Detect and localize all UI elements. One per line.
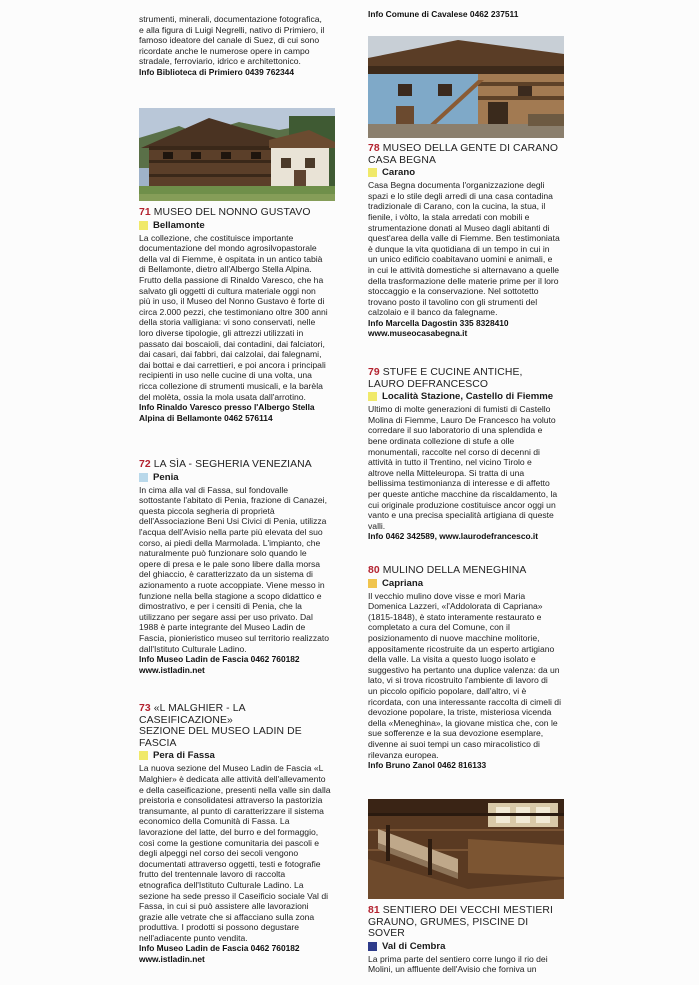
entry-title bbox=[139, 703, 335, 749]
entry-title bbox=[368, 143, 564, 166]
location-name: Località Stazione, Castello di Fiemme bbox=[382, 391, 554, 403]
text-line: sue sofferenze e la sua devozione esemplare, bbox=[368, 728, 544, 739]
text-line: di Bellamonte, dietro all'Albergo Stella Alpina. bbox=[139, 264, 312, 275]
text-line: produttiva. I prodotti si possono degustare bbox=[139, 922, 300, 933]
entry-title-line: MULINO DELLA MENEGHINA bbox=[382, 565, 527, 576]
text-line: degli alpeggi nel corso dei secoli vengono bbox=[139, 848, 299, 859]
text-line: La collezione, che costituisce importante bbox=[139, 232, 294, 243]
location-name: Penia bbox=[153, 471, 179, 483]
text-line: frutto del trentennale lavoro di raccolta bbox=[139, 869, 286, 880]
entry-number: 72 bbox=[139, 459, 151, 470]
entry-73 bbox=[139, 703, 335, 964]
website-link[interactable]: www.istladin.net bbox=[139, 953, 205, 964]
entry-number: 81 bbox=[368, 905, 380, 916]
text-line: lato, vi si trova ricostruito l'ambiente di lavoro di bbox=[368, 675, 548, 686]
entry-78 bbox=[368, 143, 564, 339]
text-line: della storia valligiana: vi sono conservati, nelle bbox=[139, 317, 316, 328]
location-name: Carano bbox=[382, 167, 416, 179]
entry-number: 71 bbox=[139, 207, 151, 218]
entry-title-line: GRAUNO, GRUMES, PISCINE DI SOVER bbox=[368, 916, 529, 940]
entry-title-line: LA SÌA - SEGHERIA VENEZIANA bbox=[153, 459, 312, 470]
text-line: spazi e lo stile degli arredi di una casa contadina bbox=[368, 190, 553, 201]
text-line: calzolaio e il banco da falegname. bbox=[368, 307, 498, 318]
info-line: Alpina di Bellamonte 0462 576114 bbox=[139, 412, 273, 423]
entry-location bbox=[368, 941, 564, 952]
text-line: altrove nella Mitteleuropa. Si tratta di una bbox=[368, 467, 525, 478]
info-line: Info Museo Ladin de Fascia 0462 760182 bbox=[139, 654, 300, 665]
text-line: per queste antiche macchine da riscaldamento, la bbox=[368, 488, 558, 499]
text-line: appositamente ricostruite da un esperto artigiano bbox=[368, 643, 555, 654]
entry-title-line: MUSEO DELLA GENTE DI CARANO bbox=[382, 143, 559, 154]
text-line: (1815-1848), è stato interamente restaurato e bbox=[368, 611, 542, 622]
text-line: Malghier» è dedicata alle attività dell'allevamento bbox=[139, 773, 326, 784]
text-line: azionamento a ruote accoppiate. Viene messo in bbox=[139, 579, 325, 590]
location-square-icon bbox=[368, 392, 377, 401]
text-line: del molèta, ossia la mola usata dall'arrotino. bbox=[139, 391, 306, 402]
location-name: Bellamonte bbox=[153, 219, 205, 231]
photo-casa-begna bbox=[368, 36, 564, 138]
text-line: un unico edificio coabitavano uomini e animali, e bbox=[368, 254, 553, 265]
continued-text-top-right bbox=[368, 9, 518, 19]
text-line: preistoria e consolidatesi attraverso la pastorizia bbox=[139, 795, 323, 806]
text-line: Casa Begna documenta l'organizzazione degli bbox=[368, 180, 545, 191]
text-line: 1988 è parte integrante del Museo Ladin de bbox=[139, 622, 306, 633]
text-line: completato a cura del Comune, con il bbox=[368, 622, 510, 633]
info-line: Info Marcella Dagostin 335 8328410 bbox=[368, 317, 509, 328]
text-line: attività in tutto il Trentino, nel vicino Tirolo e bbox=[368, 457, 532, 468]
text-line: dai bottai e dai carrettieri, e poi ancora i principali bbox=[139, 359, 326, 370]
info-line: Info Biblioteca di Primiero 0439 762344 bbox=[139, 66, 295, 77]
text-line: l'acqua dell'Avisio nella parte più elevata del suo bbox=[139, 526, 323, 537]
location-square-icon bbox=[368, 168, 377, 177]
text-line: stradale, ferroviario, idrico e architettonico. bbox=[139, 56, 301, 67]
entry-location bbox=[368, 167, 564, 178]
entry-title-line: CASA BEGNA bbox=[368, 154, 436, 166]
text-line: corredare il suo laboratorio di una splendida e bbox=[368, 425, 543, 436]
text-line: è dunque la vita quotidiana di un tempo in cui in bbox=[368, 243, 550, 254]
entry-title-line: SEZIONE DEL MUSEO LADIN DE FASCIA bbox=[139, 726, 302, 749]
entry-title-line: STUFE E CUCINE ANTICHE, bbox=[382, 367, 523, 378]
text-line: Molini, un affluente dell'Avisio che forniva un bbox=[368, 964, 537, 975]
entry-location bbox=[368, 391, 564, 402]
text-line: suggestivo ha pertanto una duplice valenza: da un bbox=[368, 664, 560, 675]
text-line: recipienti in uso nelle cucine di una volta, una bbox=[139, 370, 312, 381]
text-line: della val di Fiemme, è ospitata in un antico tabià bbox=[139, 253, 323, 264]
text-line: e della caseificazione, presenti nella valle sin dalla bbox=[139, 784, 331, 795]
text-line: posizionamento di nuove macchine molitorie, bbox=[368, 632, 540, 643]
text-line: transumante, al punto di caratterizzare il sistema bbox=[139, 805, 324, 816]
location-name: Pera di Fassa bbox=[153, 750, 215, 762]
text-line: cui originale produzione costituisce ancor oggi un bbox=[368, 499, 556, 510]
text-line: nell'adiacente punto vendita. bbox=[139, 932, 248, 943]
text-line: tradizionale di Carano, con la cucina, la stua, il bbox=[368, 201, 546, 212]
text-line: della valle. La visita a questo luogo isolato e bbox=[368, 654, 536, 665]
entry-number: 79 bbox=[368, 367, 380, 378]
location-name: Capriana bbox=[382, 577, 424, 589]
text-line: e alla figura di Luigi Negrelli, nativo di Primiero, il bbox=[139, 24, 325, 35]
text-line: Fassa, in cui si può assistere alle lavorazioni bbox=[139, 901, 309, 912]
text-line: della «Meneghina», la giovane mistica che, con le bbox=[368, 717, 558, 728]
text-line: ricordate anche le numerose opere in campo bbox=[139, 45, 310, 56]
entry-79 bbox=[368, 367, 564, 542]
text-line: utilizzano per segare assi per uso privato. Dal bbox=[139, 611, 313, 622]
info-line: Info Comune di Cavalese 0462 237511 bbox=[368, 9, 519, 19]
text-line: divenne ai suoi tempi un caso miracolistico di bbox=[368, 738, 540, 749]
website-link[interactable]: www.istladin.net bbox=[139, 664, 205, 675]
text-line: salvato gli oggetti di cultura materiale oggi non bbox=[139, 285, 316, 296]
text-line: valli. bbox=[368, 520, 386, 531]
text-line: stoccaggio e la conservazione. Nel sottotetto bbox=[368, 286, 539, 297]
text-line: In cima alla val di Fassa, sul fondovalle bbox=[139, 484, 289, 495]
text-line: corso, ai piedi della Marmolada. L'impianto, che bbox=[139, 537, 321, 548]
text-line: così come la gestione comunitaria dei pascoli e bbox=[139, 837, 320, 848]
text-line: del ghiaccio, è caratterizzato da un sistema di bbox=[139, 569, 313, 580]
entry-location bbox=[139, 220, 335, 231]
text-line: questa piccola segheria di proprietà bbox=[139, 505, 275, 516]
text-line: sottostante l'abitato di Penia, frazione di Canazei, bbox=[139, 495, 327, 506]
text-line: passato dai boscaioli, dai contadini, dai falciatori, bbox=[139, 338, 325, 349]
text-line: funzione nella bella stagione a scopo didattico e bbox=[139, 590, 322, 601]
text-line: Fascia, pionieristico museo sul territorio realizzato bbox=[139, 632, 330, 643]
text-line: bene ordinata collezione di stufe a olle bbox=[368, 435, 515, 446]
entry-number: 73 bbox=[139, 703, 151, 714]
text-line: ricordata, con una interessante raccolta di cimeli di bbox=[368, 696, 561, 707]
text-line: strumentazione donati al Museo dagli abitanti di bbox=[368, 222, 550, 233]
location-square-icon bbox=[368, 579, 377, 588]
text-line: quest'area della valle di Fiemme. Ben testimoniata bbox=[368, 233, 560, 244]
text-line: Domenica Lazzeri, «l'Addolorata di Capriana» bbox=[368, 601, 543, 612]
location-square-icon bbox=[368, 942, 377, 951]
entry-72 bbox=[139, 459, 335, 675]
text-line: loro diverse tipologie, gli attrezzi utilizzati in bbox=[139, 327, 304, 338]
entry-location bbox=[139, 472, 335, 483]
entry-title bbox=[368, 367, 564, 390]
text-line: grazie alle vetrate che si affacciano sulla zona bbox=[139, 911, 315, 922]
entry-number: 78 bbox=[368, 143, 380, 154]
photo-museo-nonno-gustavo bbox=[139, 108, 335, 201]
entry-title-line: «L MALGHIER - LA CASEIFICAZIONE» bbox=[139, 703, 246, 726]
continued-text-top-left bbox=[139, 14, 324, 77]
location-square-icon bbox=[139, 751, 148, 760]
text-line: Molina di Fiemme, Lauro De Francesco ha voluto bbox=[368, 414, 556, 425]
location-square-icon bbox=[139, 221, 148, 230]
text-line: famoso ideatore del canale di Suez, di cui sono bbox=[139, 35, 320, 46]
text-line: devozione popolare, la triste, misteriosa vicenda bbox=[368, 707, 552, 718]
text-line: Ultimo di molte generazioni di fumisti di Castello bbox=[368, 404, 551, 415]
text-line: economico della Comunità di Fassa. La bbox=[139, 816, 290, 827]
entry-title-line: MUSEO DEL NONNO GUSTAVO bbox=[153, 207, 311, 218]
text-line: dai casari, dai fabbri, dai calzolai, dai falegnami, bbox=[139, 349, 322, 360]
text-line: dall'Istituto Culturale Ladino. bbox=[139, 643, 247, 654]
text-line: dimostrativo, e per i censiti di Penia, che la bbox=[139, 601, 302, 612]
text-line: etnografica dell'Istituto Culturale Ladino. La bbox=[139, 879, 304, 890]
text-line: strumenti, minerali, documentazione fotografica, bbox=[139, 14, 322, 24]
entry-title bbox=[139, 459, 335, 471]
info-line: Info Museo Ladin de Fascia 0462 760182 bbox=[139, 943, 300, 954]
text-line: La nuova sezione del Museo Ladin de Fascia «L bbox=[139, 763, 324, 774]
text-line: fienile, i vòlto, la stala arredati con mobili e bbox=[368, 211, 530, 222]
entry-71 bbox=[139, 207, 335, 423]
info-line: Info Bruno Zanol 0462 816133 bbox=[368, 760, 487, 771]
entry-number: 80 bbox=[368, 565, 380, 576]
text-line: naturalmente può funzionare solo quando le bbox=[139, 548, 307, 559]
entry-title-line: LAURO DEFRANCESCO bbox=[368, 378, 489, 390]
entry-title bbox=[368, 905, 564, 940]
location-name: Val di Cembra bbox=[382, 940, 446, 952]
text-line: opere di presa e le pale sono libere dalla morsa bbox=[139, 558, 321, 569]
entry-80 bbox=[368, 565, 564, 771]
text-line: La prima parte del sentiero corre lungo il rio dei bbox=[368, 953, 548, 964]
text-line: circa 2.000 pezzi, che testimoniano oltre 300 anni bbox=[139, 306, 328, 317]
text-line: lavorazione del latte, del burro e del formaggio, bbox=[139, 826, 319, 837]
info-line: Info Rinaldo Varesco presso l'Albergo Stella bbox=[139, 402, 315, 413]
website-link[interactable]: www.museocasabegna.it bbox=[368, 328, 468, 339]
text-line: rilevanza europea. bbox=[368, 749, 439, 760]
location-square-icon bbox=[139, 473, 148, 482]
text-line: in cui le attività domestiche si alternavano a quelle bbox=[368, 264, 560, 275]
text-line: Il vecchio mulino dove visse e morì Maria bbox=[368, 590, 526, 601]
text-line: più in uso, il Museo del Nonno Gustavo è forte di bbox=[139, 296, 325, 307]
text-line: vanto e una precisa specialità artigiana di queste bbox=[368, 510, 554, 521]
info-line: Info 0462 342589, www.laurodefrancesco.it bbox=[368, 531, 539, 542]
text-line: documentati attraverso oggetti, testi e fotografie bbox=[139, 858, 321, 869]
entry-title-line: SENTIERO DEI VECCHI MESTIERI bbox=[382, 905, 553, 916]
text-line: bellissima testimonianza di interesse e di affetto bbox=[368, 478, 550, 489]
text-line: un piccolo opificio popolare, dall'altro, vi è bbox=[368, 685, 527, 696]
text-line: monumentali, raccolte nel corso di decenni di bbox=[368, 446, 540, 457]
entry-title bbox=[368, 565, 564, 577]
text-line: trovano posto il tavolino con gli strumenti del bbox=[368, 296, 538, 307]
text-line: documentazione del mondo agrosilvopastorale bbox=[139, 243, 317, 254]
entry-location bbox=[368, 578, 564, 589]
entry-title bbox=[139, 207, 335, 219]
text-line: della trasformazione delle materie prime per il loro bbox=[368, 275, 559, 286]
text-line: dell'Associazione Beni Usi Civici di Penia, utilizza bbox=[139, 516, 327, 527]
entry-location bbox=[139, 750, 335, 761]
entry-81 bbox=[368, 905, 564, 975]
photo-sentiero-vecchi-mestieri bbox=[368, 799, 564, 899]
text-line: ricca collezione di strumenti musicali, e la barèla bbox=[139, 380, 323, 391]
text-line: Frutto della passione di Rinaldo Varesco, che ha bbox=[139, 274, 324, 285]
text-line: sezione ha sede presso il Caseificio sociale Val di bbox=[139, 890, 329, 901]
